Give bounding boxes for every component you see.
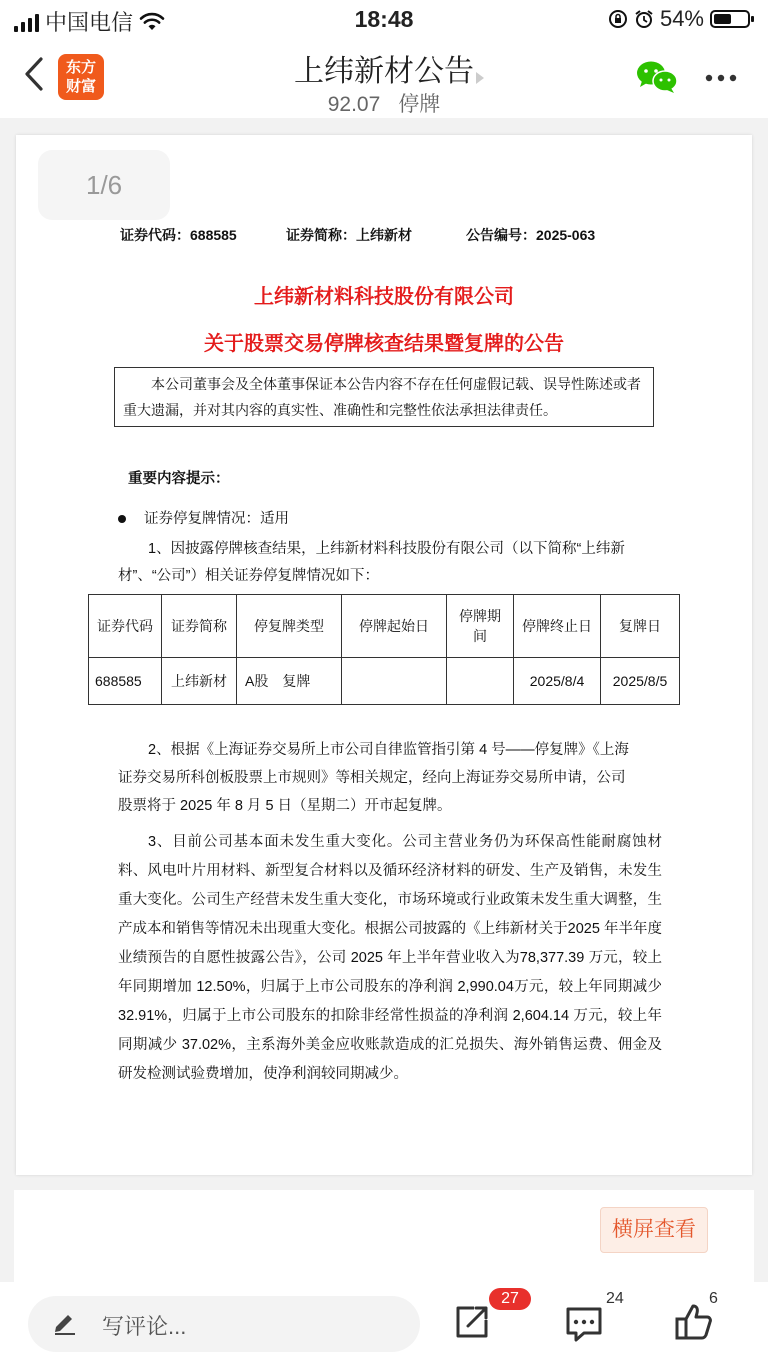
clock: 18:48: [354, 6, 414, 32]
table-header-cell: 停牌起始日: [342, 595, 447, 658]
important-header: 重要内容提示：: [128, 471, 230, 487]
table-header-cell: 停牌终止日: [514, 595, 601, 658]
table-header-cell: 停复牌类型: [237, 595, 342, 658]
table-header-cell: 停牌期间: [447, 595, 514, 658]
battery-percent: 54%: [659, 6, 704, 31]
table-header-row: [89, 595, 680, 658]
stock-status: 停牌: [398, 93, 441, 116]
para2-line1: 2、根据《上海证券交易所上市公司自律监管指引第 4 号——停复牌》《上海: [148, 742, 629, 758]
bullet-text: 证券停复牌情况：适用: [144, 511, 289, 527]
carrier-label: 中国电信: [45, 10, 134, 35]
suspension-table: [88, 594, 680, 705]
table-header-cell: 证券代码: [89, 595, 162, 658]
landscape-view-button[interactable]: 横屏查看: [600, 1207, 708, 1253]
company-name: 上纬新材料科技股份有限公司: [254, 286, 514, 308]
nav-bar: [0, 40, 768, 118]
table-cell: 2025/8/4: [514, 658, 601, 705]
table-cell: [342, 658, 447, 705]
comment-input[interactable]: [28, 1296, 420, 1352]
table-cell: 2025/8/5: [601, 658, 680, 705]
table-cell: [447, 658, 514, 705]
share-icon[interactable]: [452, 1302, 492, 1342]
comment-count: 24: [606, 1290, 624, 1307]
para1-line1: 1、因披露停牌核查结果，上纬新材料科技股份有限公司（以下简称“上纬新: [148, 541, 625, 557]
bullet-item: [118, 506, 289, 533]
table-header-cell: 复牌日: [601, 595, 680, 658]
table-header-cell: 证券简称: [162, 595, 237, 658]
comment-placeholder[interactable]: 写评论...: [102, 1314, 187, 1339]
share-count-badge: 27: [489, 1288, 531, 1310]
brand-logo-line1: 东方: [65, 59, 96, 76]
pen-icon: [52, 1309, 78, 1335]
announcement-number: 公告编号：2025-063: [466, 227, 596, 243]
wechat-icon[interactable]: [636, 60, 678, 94]
announcement-title: 关于股票交易停牌核查结果暨复牌的公告: [204, 333, 564, 355]
security-code: 证券代码：688585: [120, 227, 237, 243]
more-icon[interactable]: [704, 73, 738, 83]
para3-text: 3、目前公司基本面未发生重大变化。公司主营业务仍为环保高性能耐腐蚀材料、风电叶片用材料、新型复合材料以及循环经济材料的研发、生产及销售，未发生重大变化。公司生产经营未发生重大变化，市场环境或行业政策未发生重大调整，生产成本和销售等情况未出现重大变化。根据公司披露的《上纬新材关于2025 年半年度业绩预告的自愿性披露公告》，公司 2025 年上半年营业收入为78,377.39 万元，较上年同期增加 12.50%，归属于上市公司股东的净利润 2,990.04万元，较上年同期减少 32.91%，归属于上市公司股东的扣除非经常性损益的净利润 2,604.14 万元，较上年同期减少 37.02%，主系海外美金应收账款造成的汇兑损失、海外销售运费、佣金及研发检测试验费增加，使净利润较同期减少。: [118, 834, 662, 1082]
table-cell: 上纬新材: [162, 658, 237, 705]
para2-line3: 股票将于 2025 年 8 月 5 日（星期二）开市起复牌。: [118, 798, 452, 814]
brand-logo-line2: 财富: [65, 78, 96, 95]
para2-line2: 证券交易所科创板股票上市规则》等相关规定，经向上海证券交易所申请，公司: [118, 770, 626, 786]
table-row: [89, 658, 680, 705]
para1-line2: 材”、“公司”）相关证券停复牌情况如下：: [118, 568, 379, 584]
like-count: 6: [709, 1290, 718, 1307]
status-bar: [0, 0, 768, 40]
comment-icon[interactable]: [564, 1304, 604, 1344]
alarm-icon: [634, 9, 654, 29]
table-cell: A股 复牌: [237, 658, 342, 705]
page-title: 上纬新材公告: [294, 55, 474, 88]
board-statement: 本公司董事会及全体董事保证本公告内容不存在任何虚假记载、误导性陈述或者重大遗漏，并对其内容的真实性、准确性和完整性依法承担法律责任。: [114, 367, 654, 427]
security-short-name: 证券简称：上纬新材: [286, 227, 412, 243]
bullet-dot: [118, 515, 126, 523]
table-cell: 688585: [89, 658, 162, 705]
expand-arrow-icon[interactable]: [476, 72, 484, 84]
like-icon[interactable]: [674, 1302, 714, 1342]
rotation-lock-icon: [608, 9, 628, 29]
para3: [118, 828, 662, 1089]
battery-icon: [710, 10, 750, 28]
page-indicator: 1/6: [38, 150, 170, 220]
stock-price: 92.07: [327, 93, 381, 116]
